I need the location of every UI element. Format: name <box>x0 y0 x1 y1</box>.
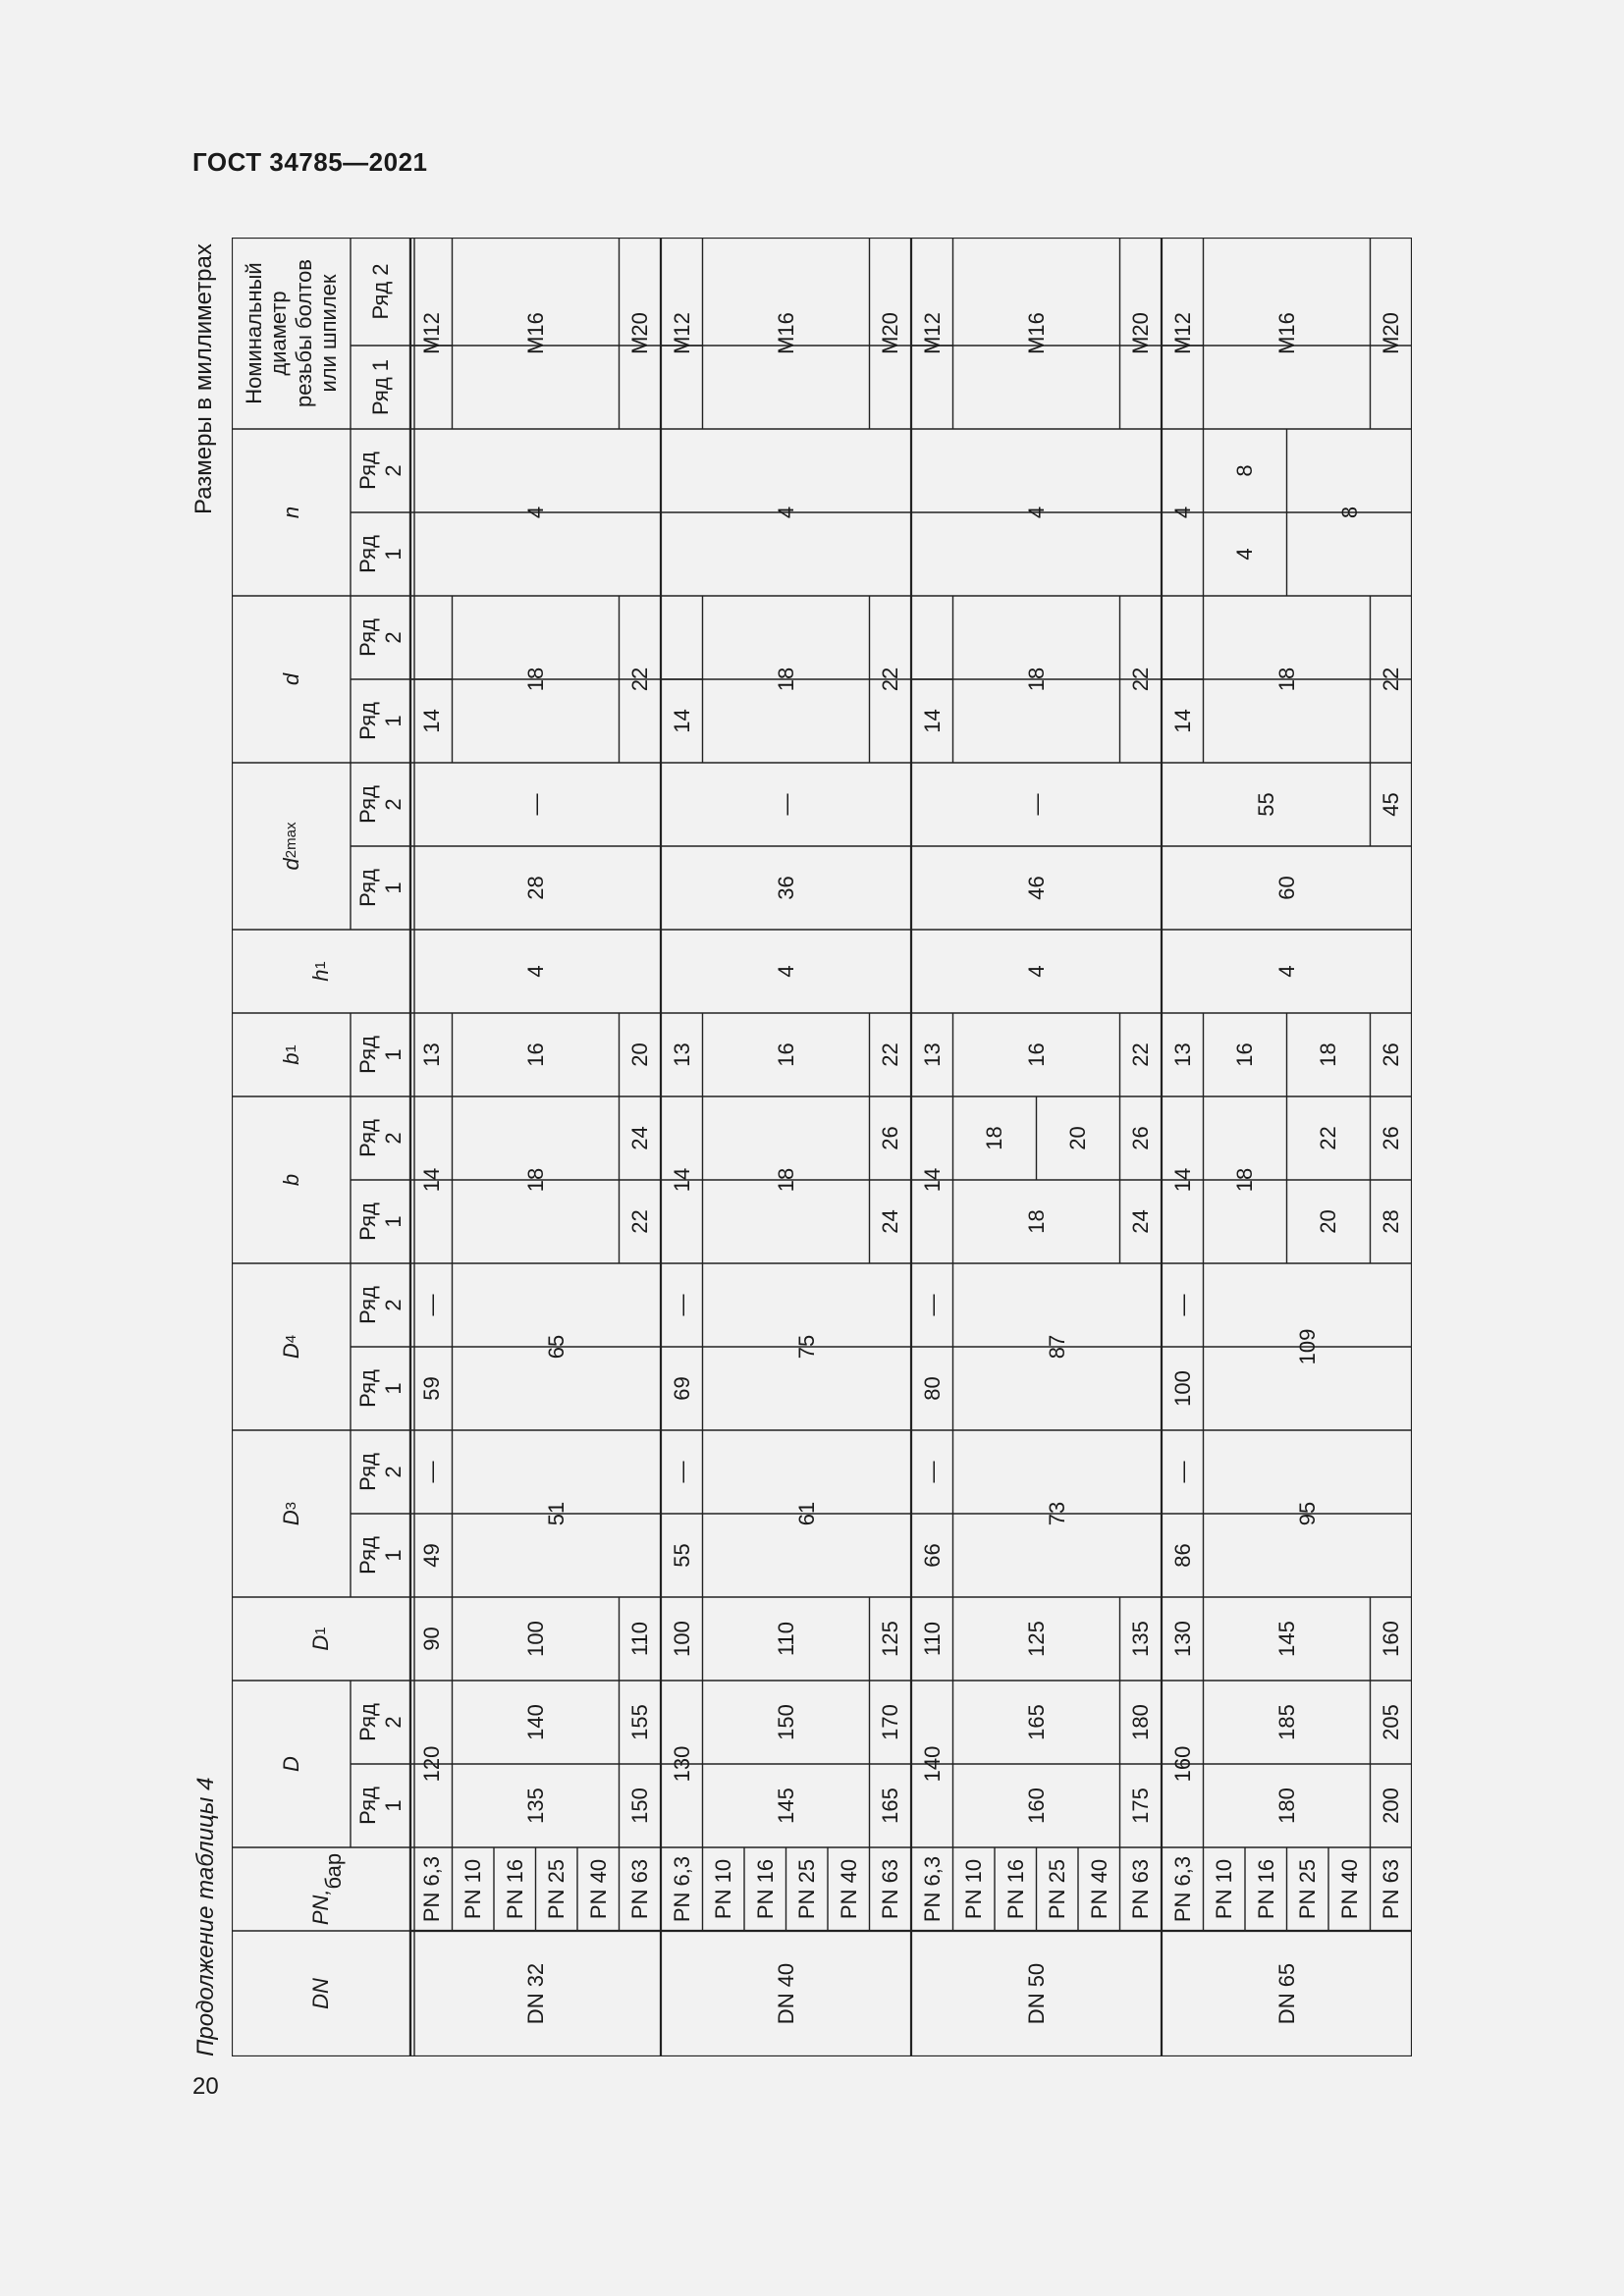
header-row1-label: Ряд 1 <box>355 702 406 740</box>
b1-value: 16 <box>773 1042 798 1067</box>
header-row2-label: Ряд 2 <box>355 1119 406 1157</box>
D3-value: 51 <box>544 1501 569 1526</box>
h1-value: 4 <box>773 965 798 978</box>
pn-cell: PN 6,3 <box>919 1855 945 1923</box>
D-value: 165 <box>878 1788 903 1824</box>
b1-value: 16 <box>1232 1042 1258 1067</box>
header-row2-label: Ряд 2 <box>355 452 406 490</box>
pn-cell: PN 16 <box>752 1858 778 1920</box>
dn-cell: DN 50 <box>1023 1962 1049 2025</box>
d-value: 14 <box>418 709 444 733</box>
d-value: 22 <box>1128 667 1154 692</box>
pn-cell: PN 40 <box>836 1858 861 1920</box>
D-value: 165 <box>1023 1704 1049 1740</box>
D3-value: 61 <box>794 1501 820 1526</box>
D1-value: 100 <box>669 1621 694 1657</box>
d-value: 18 <box>1273 667 1299 692</box>
header-h1: h 1 <box>308 961 334 982</box>
D1-value: 110 <box>627 1621 653 1657</box>
header-row1-label: Ряд 1 <box>355 1787 406 1825</box>
D1-value: 125 <box>1023 1621 1049 1657</box>
d-value: 22 <box>1379 667 1404 692</box>
D-value: 140 <box>919 1745 945 1783</box>
b-value: 18 <box>982 1126 1007 1150</box>
D3-value: 86 <box>1169 1543 1195 1568</box>
D1-value: 90 <box>418 1627 444 1651</box>
dn-cell: DN 65 <box>1273 1962 1299 2025</box>
b1-value: 26 <box>1379 1042 1404 1067</box>
b-value: 22 <box>1316 1126 1341 1150</box>
D1-value: 110 <box>773 1621 798 1657</box>
thread-value: M12 <box>418 312 444 354</box>
header-d: d <box>278 672 303 686</box>
b1-value: 22 <box>1128 1042 1154 1067</box>
D4-value: 80 <box>919 1376 945 1401</box>
thread-value: M16 <box>1023 312 1049 354</box>
n-value: 4 <box>1169 506 1195 519</box>
D-value: 160 <box>1023 1788 1049 1824</box>
D-value: 205 <box>1379 1704 1404 1740</box>
thread-value: M20 <box>1128 312 1154 354</box>
d-value: 22 <box>878 667 903 692</box>
D-value: 160 <box>1169 1745 1195 1783</box>
b1-value: 22 <box>878 1042 903 1067</box>
header-row1-label: Ряд 1 <box>355 535 406 573</box>
D1-value: 100 <box>522 1621 548 1657</box>
pn-cell: PN 25 <box>794 1858 820 1920</box>
pn-cell: PN 16 <box>1002 1858 1028 1920</box>
b1-value: 16 <box>1023 1042 1049 1067</box>
pn-cell: PN 40 <box>585 1858 611 1920</box>
header-pn: PN, бар <box>308 1852 346 1926</box>
D-value: 135 <box>522 1788 548 1824</box>
header-D1: D 1 <box>308 1627 334 1651</box>
header-row2-label: Ряд 2 <box>355 618 406 657</box>
n-value: 8 <box>1336 506 1362 519</box>
d-value: 14 <box>919 709 945 733</box>
D3-value: 73 <box>1045 1501 1070 1526</box>
d-value: 14 <box>1169 709 1195 733</box>
thread-value: M20 <box>627 312 653 354</box>
b-value: 26 <box>878 1126 903 1150</box>
header-b: b <box>278 1173 303 1187</box>
header-row2-label: Ряд 2 <box>355 1453 406 1491</box>
D3-value: 95 <box>1295 1501 1321 1526</box>
header-row2-label: Ряд 2 <box>355 1286 406 1324</box>
d2max-value: 45 <box>1379 792 1404 817</box>
header-D4: D 4 <box>278 1334 303 1360</box>
D-value: 130 <box>669 1745 694 1783</box>
n-value: 4 <box>1232 548 1258 561</box>
pn-cell: PN 40 <box>1336 1858 1362 1920</box>
D-value: 180 <box>1273 1788 1299 1824</box>
header-row1-label: Ряд 1 <box>355 1536 406 1575</box>
n-value: 4 <box>1023 506 1049 519</box>
header-D: D <box>278 1756 303 1772</box>
pn-cell: PN 10 <box>711 1858 736 1920</box>
n-value: 4 <box>522 506 548 519</box>
thread-value: M12 <box>1169 312 1195 354</box>
d2max-value: 55 <box>1253 792 1278 817</box>
b-value: 28 <box>1379 1209 1404 1234</box>
D3-value: 49 <box>418 1543 444 1568</box>
pn-cell: PN 25 <box>1045 1858 1070 1920</box>
dn-cell: DN 32 <box>522 1962 548 2025</box>
D4-value: 109 <box>1295 1328 1321 1365</box>
pn-cell: PN 6,3 <box>669 1855 694 1923</box>
d-value: 18 <box>522 667 548 692</box>
pn-cell: PN 6,3 <box>418 1855 444 1923</box>
d2max-value: — <box>522 793 548 816</box>
D4-value: 87 <box>1045 1334 1070 1360</box>
D1-value: 125 <box>878 1621 903 1657</box>
D-value: 180 <box>1128 1704 1154 1740</box>
pn-cell: PN 6,3 <box>1169 1855 1195 1923</box>
D-value: 155 <box>627 1704 653 1740</box>
b-value: 18 <box>773 1167 798 1193</box>
pn-cell: PN 10 <box>460 1858 486 1920</box>
pn-cell: PN 63 <box>1379 1858 1404 1920</box>
header-row1-label: Ряд 1 <box>355 869 406 907</box>
pn-cell: PN 63 <box>878 1858 903 1920</box>
D4-value: 75 <box>794 1334 820 1360</box>
b-value: 24 <box>627 1126 653 1150</box>
b1-value: 16 <box>522 1042 548 1067</box>
D4-value: 69 <box>669 1376 694 1401</box>
units-note: Размеры в миллиметрах <box>190 243 217 514</box>
b-value: 14 <box>418 1167 444 1193</box>
b1-value: 18 <box>1316 1042 1341 1067</box>
b-value: 24 <box>1128 1209 1154 1234</box>
d2max-value: 60 <box>1273 876 1299 900</box>
D4-value: 59 <box>418 1376 444 1401</box>
D3-value: 55 <box>669 1543 694 1568</box>
header-row2-label: Ряд 2 <box>355 1703 406 1741</box>
b-value: 18 <box>522 1167 548 1193</box>
header-row2-label: Ряд 2 <box>355 785 406 824</box>
b-value: 22 <box>627 1209 653 1234</box>
D3-value: — <box>1169 1461 1195 1483</box>
D4-value: — <box>1169 1294 1195 1316</box>
D3-value: 66 <box>919 1543 945 1568</box>
b1-value: 20 <box>627 1042 653 1067</box>
table-caption: Продолжение таблицы 4 <box>192 1777 219 2056</box>
thread-value: M20 <box>1379 312 1404 354</box>
D-value: 120 <box>418 1745 444 1783</box>
b-value: 14 <box>669 1167 694 1193</box>
header-row2-label: Ряд 2 <box>367 263 393 320</box>
pn-cell: PN 25 <box>544 1858 569 1920</box>
b-value: 18 <box>1232 1167 1258 1193</box>
thread-value: M12 <box>669 312 694 354</box>
D-value: 175 <box>1128 1788 1154 1824</box>
header-n: n <box>278 506 303 519</box>
b-value: 14 <box>1169 1167 1195 1193</box>
b-value: 20 <box>1316 1209 1341 1234</box>
header-row1-label: Ряд 1 <box>355 1036 406 1074</box>
D3-value: — <box>919 1461 945 1483</box>
header-D3: D 3 <box>278 1501 303 1526</box>
b1-value: 13 <box>1169 1042 1195 1067</box>
n-value: 8 <box>1232 464 1258 477</box>
D4-value: 100 <box>1169 1370 1195 1407</box>
D-value: 150 <box>773 1704 798 1740</box>
document-title: ГОСТ 34785—2021 <box>192 147 428 177</box>
pn-cell: PN 63 <box>1128 1858 1154 1920</box>
D-value: 145 <box>773 1788 798 1824</box>
header-row1-label: Ряд 1 <box>355 1202 406 1241</box>
dn-cell: DN 40 <box>773 1962 798 2025</box>
b1-value: 13 <box>418 1042 444 1067</box>
b1-value: 13 <box>919 1042 945 1067</box>
D1-value: 160 <box>1379 1621 1404 1657</box>
n-value: 4 <box>773 506 798 519</box>
d2max-value: — <box>773 793 798 816</box>
D4-value: — <box>919 1294 945 1316</box>
page-number: 20 <box>192 2073 219 2100</box>
header-dn: DN <box>308 1978 334 2009</box>
d2max-value: 46 <box>1023 876 1049 900</box>
thread-value: M16 <box>522 312 548 354</box>
D1-value: 135 <box>1128 1621 1154 1657</box>
pn-cell: PN 40 <box>1086 1858 1111 1920</box>
b-value: 20 <box>1065 1126 1091 1150</box>
b-value: 26 <box>1128 1126 1154 1150</box>
thread-value: M16 <box>1273 312 1299 354</box>
h1-value: 4 <box>1273 965 1299 978</box>
pn-cell: PN 10 <box>1212 1858 1237 1920</box>
d-value: 22 <box>627 667 653 692</box>
header-row1-label: Ряд 1 <box>355 1369 406 1408</box>
d2max-value: 36 <box>773 876 798 900</box>
thread-value: M20 <box>878 312 903 354</box>
b-value: 24 <box>878 1209 903 1234</box>
D-value: 150 <box>627 1788 653 1824</box>
D1-value: 110 <box>919 1621 945 1657</box>
d2max-value: 28 <box>522 876 548 900</box>
thread-value: M12 <box>919 312 945 354</box>
b-value: 26 <box>1379 1126 1404 1150</box>
b-value: 18 <box>1023 1209 1049 1234</box>
d-value: 18 <box>773 667 798 692</box>
D1-value: 130 <box>1169 1621 1195 1657</box>
D-value: 185 <box>1273 1704 1299 1740</box>
header-b1: b 1 <box>278 1044 303 1065</box>
pn-cell: PN 16 <box>1253 1858 1278 1920</box>
thread-value: M16 <box>773 312 798 354</box>
D1-value: 145 <box>1273 1621 1299 1657</box>
d-value: 14 <box>669 709 694 733</box>
D-value: 170 <box>878 1704 903 1740</box>
h1-value: 4 <box>522 965 548 978</box>
D-value: 200 <box>1379 1788 1404 1824</box>
h1-value: 4 <box>1023 965 1049 978</box>
D3-value: — <box>418 1461 444 1483</box>
D4-value: — <box>418 1294 444 1316</box>
pn-cell: PN 63 <box>627 1858 653 1920</box>
header-thread: Номинальный диаметр резьбы болтов или шпилек <box>241 259 341 408</box>
d2max-value: — <box>1023 793 1049 816</box>
D3-value: — <box>669 1461 694 1483</box>
flange-dimensions-table <box>232 238 1412 2056</box>
D4-value: — <box>669 1294 694 1316</box>
D-value: 140 <box>522 1704 548 1740</box>
b1-value: 13 <box>669 1042 694 1067</box>
pn-cell: PN 10 <box>961 1858 987 1920</box>
b-value: 14 <box>919 1167 945 1193</box>
d-value: 18 <box>1023 667 1049 692</box>
pn-cell: PN 16 <box>502 1858 527 1920</box>
header-d2max: d 2max <box>278 822 303 871</box>
pn-cell: PN 25 <box>1295 1858 1321 1920</box>
header-row1-label: Ряд 1 <box>367 358 393 416</box>
D4-value: 65 <box>544 1334 569 1360</box>
